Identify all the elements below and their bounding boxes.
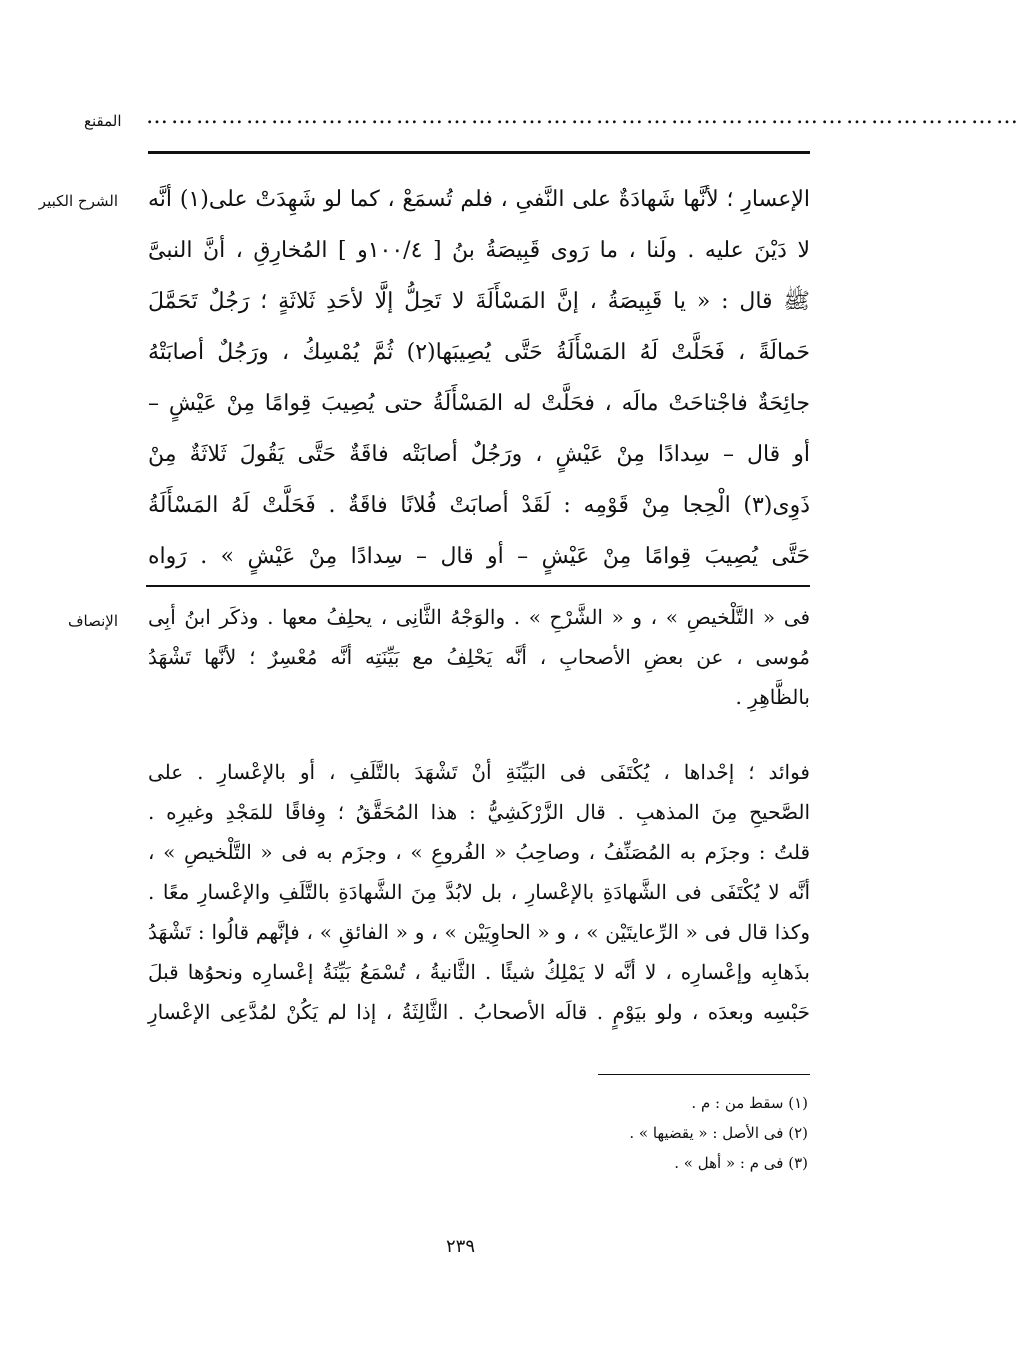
sharh-line: ذَوِى(٣) الْحِجا مِنْ قَوْمِه : لَقَدْ أصابَتْ فُلانًا فاقَةٌ . فَحَلَّتْ لَهُ المَسْأَلَةُ: [148, 493, 810, 518]
page-number: ٢٣٩: [446, 1236, 476, 1257]
running-header-title: المقنع: [84, 112, 122, 130]
fawaid-line: حَبْسِه وبعدَه ، ولو بيَوْمٍ . قالَه الأصحابُ . الثَّالِثَةُ ، إذا لم يَكُنْ لمُدَّعِى الإعْسارِ: [148, 1000, 810, 1024]
insaf-line: بالظَّاهِرِ .: [735, 685, 810, 709]
insaf-text-block: [148, 597, 810, 717]
sharh-line: لا دَيْنَ عليه . ولَنا ، ما رَوى قَبِيصَةُ بنُ [ ١٠٠/٤و ] المُخارِقِ ، أنَّ النبىَّ: [148, 238, 810, 263]
margin-label-sharh: الشرح الكبير: [38, 192, 118, 210]
fawaid-line: فوائد ؛ إحْداها ، يُكْتَفَى فى البَيِّنَةِ أنْ تَشْهَدَ بالتَّلَفِ ، أو بالإعْسارِ . على: [148, 760, 810, 784]
fawaid-line: بذَهابِه وإعْسارِه ، لا أنَّه لا يَمْلِكُ شيئًا . الثَّانيةُ ، تُسْمَعُ بَيِّنَةُ إعْسارِه ونحوُها قبلَ: [148, 960, 810, 984]
fawaid-line: قلتُ : وجزَم به المُصَنِّفُ ، وصاحِبُ « الفُروعِ » ، وجزَم به فى « التَّلْخيصِ » ،: [148, 840, 811, 864]
insaf-line: مُوسى ، عن بعضِ الأصحابِ ، أنَّه يَحْلِفُ مع بَيِّنَتِه أنَّه مُعْسِرٌ ؛ لأنَّها تَشْهَدُ: [148, 645, 810, 669]
insaf-line: فى « التَّلْخيصِ » ، و « الشَّرْحِ » . والوَجْهُ الثَّانِى ، يحلِفُ معها . وذكَر ابنُ أبِى: [148, 605, 810, 629]
margin-label-insaf: الإنصاف: [67, 612, 118, 630]
sharh-line: أو قال – سِدادًا مِنْ عَيْشٍ ، ورَجُلٌ أصابَتْه فاقَةٌ حَتَّى يَقُولَ ثَلاثَةٌ مِنْ: [148, 442, 810, 467]
sharh-line: جائِحَةٌ فاجْتاحَتْ مالَه ، فحَلَّتْ له المَسْأَلَةُ حتى يُصِيبَ قِوامًا مِنْ عَيْشٍ –: [148, 391, 810, 416]
sharh-text-block: [148, 174, 810, 582]
section-divider-rule: [146, 585, 810, 587]
fawaid-line: الصَّحيحِ مِنَ المذهبِ . قال الزَّرْكَشِيُّ : هذا المُحَقَّقُ ؛ وِفاقًا للمَجْدِ وغيرِه .: [148, 800, 810, 824]
footnote: (٢) فى الأصل : « يقضيها » .: [629, 1124, 808, 1142]
footnote: (٣) فى م : « أهل » .: [674, 1154, 808, 1172]
header-rule: [148, 151, 810, 154]
sharh-line: ﷺ قال : « يا قَبِيصَةُ ، إنَّ المَسْأَلَةَ لا تَحِلُّ إلَّا لأحَدِ ثَلاثَةٍ ؛ رَجُلٌ تَحَمَّلَ: [148, 289, 810, 314]
footnote-rule: [598, 1074, 810, 1075]
fawaid-text-block: [148, 752, 810, 1032]
sharh-line: الإعسارِ ؛ لأنَّها شَهادَةٌ على النَّفىِ ، فلم تُسمَعْ ، كما لو شَهِدَتْ على(١) أنَّه: [148, 187, 810, 212]
header-dotted-leader: ……………………………………………………………………………………………: [146, 104, 1021, 129]
sharh-line: حَمالَةً ، فَحَلَّتْ لَهُ المَسْأَلَةُ حَتَّى يُصِيبَها(٢) ثُمَّ يُمْسِكُ ، ورَجُلٌ أصابَتْهُ: [148, 340, 811, 365]
footnote: (١) سقط من : م .: [691, 1094, 808, 1112]
fawaid-line: وكذا قال فى « الرِّعايتَيْن » ، و « الحاوِيَيْن » ، و « الفائقِ » ، فإنَّهم قالُوا : تَشْهَدُ: [148, 920, 810, 944]
sharh-line: حَتَّى يُصِيبَ قِوامًا مِنْ عَيْشٍ – أو قال – سِدادًا مِنْ عَيْشٍ » . رَواه: [148, 544, 810, 569]
fawaid-line: أنَّه لا يُكْتَفَى فى الشَّهادَةِ بالإعْسارِ ، بل لابُدَّ مِنَ الشَّهادَةِ بالتَّلَفِ والإعْسارِ معًا .: [148, 880, 810, 904]
